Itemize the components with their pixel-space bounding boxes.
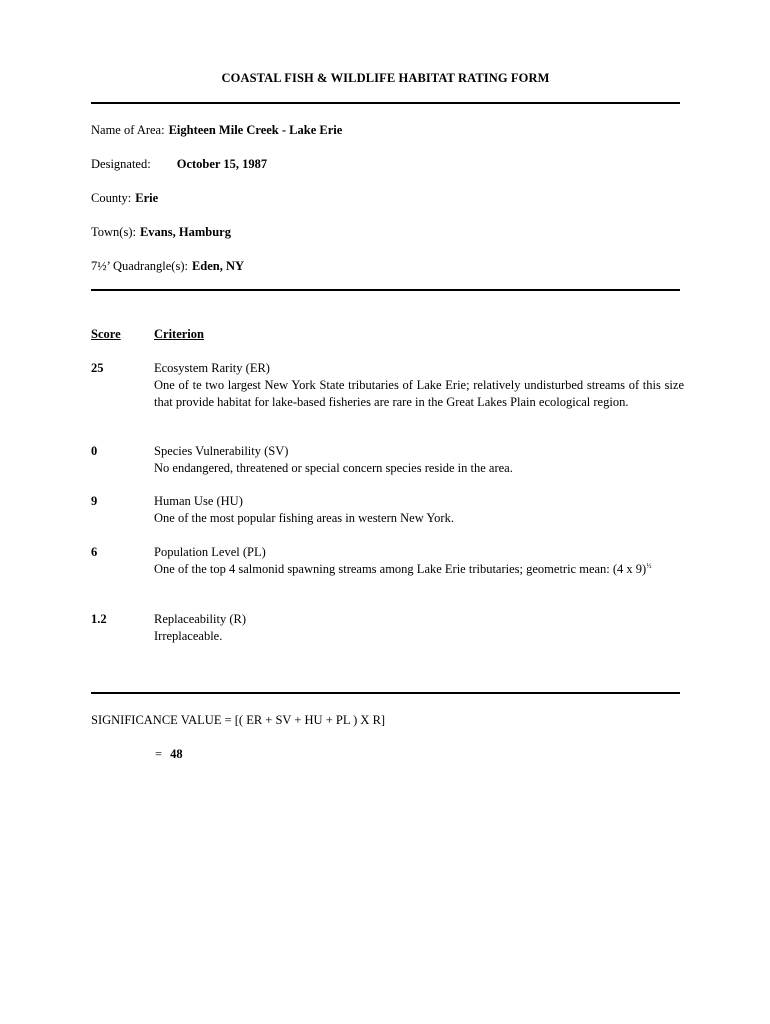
significance-value: 48 [170, 747, 183, 761]
field-towns [91, 224, 231, 241]
score-column-header: Score [91, 327, 121, 341]
significance-formula: SIGNIFICANCE VALUE = [( ER + SV + HU + PL ) X R] [91, 713, 386, 727]
row-score: 9 [91, 494, 98, 508]
criterion-name: Species Vulnerability (SV) [154, 444, 289, 458]
criterion-name: Ecosystem Rarity (ER) [154, 361, 270, 375]
designated-value: October 15, 1987 [176, 157, 268, 171]
county-value: Erie [135, 191, 159, 205]
field-designated [91, 156, 267, 173]
area-value: Eighteen Mile Creek - Lake Erie [168, 123, 343, 137]
field-quadrangle [91, 258, 244, 275]
row-score: 25 [91, 361, 104, 375]
significance-result [155, 746, 183, 763]
criterion-column-header: Criterion [154, 327, 204, 341]
criterion-description: One of te two largest New York State tributaries of Lake Erie; relatively undisturbed streams of this size that provide habitat for lake-based fisheries are rare in the Great Lakes Plain ecological region. [154, 378, 684, 409]
criterion-name: Replaceability (R) [154, 612, 246, 626]
exponent-half: ½ [646, 562, 652, 570]
divider-bottom [91, 692, 680, 694]
criterion-description: No endangered, threatened or special concern species reside in the area. [154, 461, 513, 475]
divider-middle [91, 289, 680, 291]
row-score: 6 [91, 545, 98, 559]
row-criterion [154, 360, 684, 411]
county-label: County: [91, 191, 132, 205]
row-score: 0 [91, 444, 98, 458]
town-label: Town(s): [91, 225, 136, 239]
criterion-description: Irreplaceable. [154, 629, 223, 643]
town-value: Evans, Hamburg [139, 225, 231, 239]
row-criterion [154, 493, 684, 527]
criterion-description [154, 561, 684, 578]
field-name-of-area [91, 122, 342, 139]
equals-sign: = [155, 747, 163, 761]
row-criterion [154, 611, 684, 645]
field-county [91, 190, 158, 207]
designated-label: Designated: [91, 157, 151, 171]
divider-top [91, 102, 680, 104]
row-score: 1.2 [91, 612, 107, 626]
row-criterion [154, 544, 684, 578]
criterion-description: One of the most popular fishing areas in western New York. [154, 511, 454, 525]
quad-value: Eden, NY [191, 259, 245, 273]
form-title: COASTAL FISH & WILDLIFE HABITAT RATING FORM [221, 71, 550, 85]
criterion-description-text: One of the top 4 salmonid spawning streams among Lake Erie tributaries; geometric mean: (4 x 9) [154, 562, 647, 576]
criterion-name: Population Level (PL) [154, 545, 266, 559]
criterion-name: Human Use (HU) [154, 494, 243, 508]
quad-label: 7½’ Quadrangle(s): [91, 259, 188, 273]
row-criterion [154, 443, 684, 477]
area-label: Name of Area: [91, 123, 165, 137]
